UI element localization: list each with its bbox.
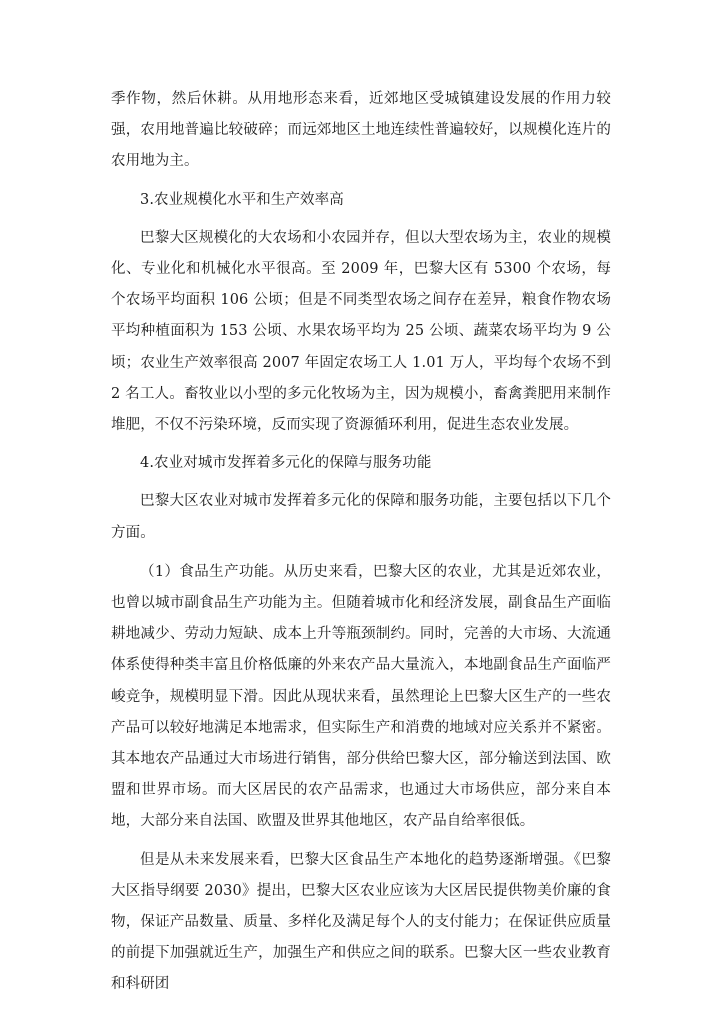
paragraph-functions: 巴黎大区农业对城市发挥着多元化的保障和服务功能，主要包括以下几个方面。 <box>111 493 611 541</box>
paragraph-scale: 巴黎大区规模化的大农场和小农园并存，但以大型农场为主，农业的规模化、专业化和机械化水平很高。至 2009 年，巴黎大区有 5300 个农场，每个农场平均面积 106 公顷；但是不同类型农场之间存在差异，粮食作物农场平均种植面积为 153 公顷、水果农场平均为 25 公顷、蔬菜农场平均为 9 公顷；农业生产效率很高 2007 年固定农场工人 1.01 万人，平均每个农场不到 2 名工人。畜牧业以小型的多元化牧场为主，因为规模小，畜禽粪肥用来制作堆肥，不仅不污染环境，反而实现了资源循环利用，促进生态农业发展。 <box>111 229 611 434</box>
section-heading-3: 3.农业规模化水平和生产效率高 <box>140 191 344 208</box>
section-heading-4: 4.农业对城市发挥着多元化的保障与服务功能 <box>140 455 432 472</box>
paragraph-future: 但是从未来发展来看，巴黎大区食品生产本地化的趋势逐渐增强。《巴黎大区指导纲要 2030》提出，巴黎大区农业应该为大区居民提供物美价廉的食物，保证产品数量、质量、多样化及满足每个人的支付能力；在保证供应质量的前提下加强就近生产，加强生产和供应之间的联系。巴黎大区一些农业教育和科研团 <box>111 851 611 993</box>
paragraph-food-production: （1）食品生产功能。从历史来看，巴黎大区的农业，尤其是近郊农业，也曾以城市副食品生产功能为主。但随着城市化和经济发展，副食品生产面临耕地减少、劳动力短缺、成本上升等瓶颈制约。同时，完善的大市场、大流通体系使得种类丰富且价格低廉的外来农产品大量流入，本地副食品生产面临严峻竞争，规模明显下滑。因此从现状来看，虽然理论上巴黎大区生产的一些农产品可以较好地满足本地需求，但实际生产和消费的地域对应关系并不紧密。其本地农产品通过大市场进行销售，部分供给巴黎大区，部分输送到法国、欧盟和世界市场。而大区居民的农产品需求，也通过大市场供应，部分来自本地，大部分来自法国、欧盟及世界其他地区，农产品自给率很低。 <box>111 563 611 830</box>
document-page <box>111 84 611 1001</box>
paragraph-intro: 季作物，然后休耕。从用地形态来看，近郊地区受城镇建设发展的作用力较强，农用地普遍比较破碎；而远郊地区土地连续性普遍较好，以规模化连片的农用地为主。 <box>111 91 611 170</box>
